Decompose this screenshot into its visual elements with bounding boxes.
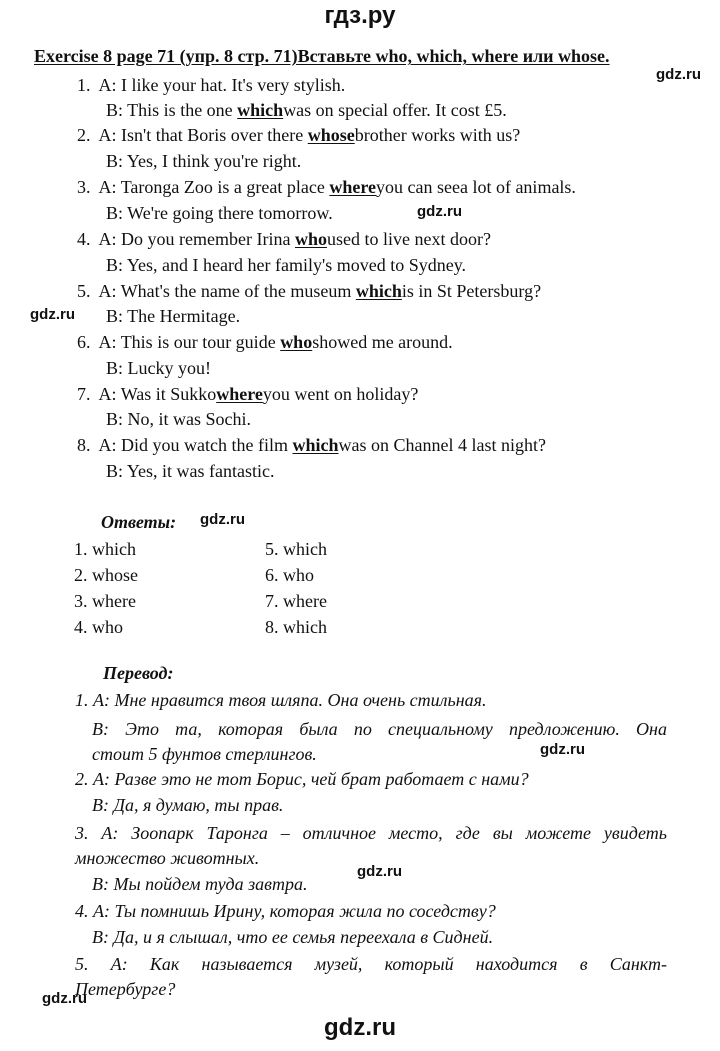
answers-title: Ответы:: [101, 512, 177, 532]
watermark: gdz.ru: [540, 741, 585, 758]
watermark: gdz.ru: [417, 203, 462, 220]
answer-word: where: [329, 177, 376, 197]
dialogue-line-a: [77, 332, 453, 353]
answer-item: 5. which: [265, 539, 327, 559]
dialogue-line-b: [106, 358, 211, 379]
line-text: A: I like your hat. It's very stylish.: [98, 75, 346, 95]
item-number: 2.: [77, 125, 91, 145]
answer-word: where: [216, 384, 263, 404]
line-text: you can seea lot of animals.: [376, 177, 576, 197]
answer-item: 1. which: [74, 539, 136, 559]
exercise-instruction: Вставьте who, which, where или whose.: [297, 46, 610, 66]
translation-line: множество животных.: [75, 848, 260, 868]
answer-item: 6. who: [265, 565, 314, 585]
dialogue-line-b: [106, 203, 333, 224]
translation-line: В: Да, и я слышал, что ее семья переехала в Сидней.: [92, 927, 494, 947]
answer-item: 8. which: [265, 617, 327, 637]
translation-line: Петербурге?: [75, 979, 176, 999]
dialogue-line-b: [106, 255, 466, 276]
dialogue-line-b: [106, 151, 301, 172]
item-number: 1.: [77, 75, 91, 95]
translation-line: В: Мы пойдем туда завтра.: [92, 874, 308, 894]
dialogue-line-b: [106, 409, 251, 430]
answer-item: 2. whose: [74, 565, 138, 585]
dialogue-line-a: [77, 229, 491, 250]
dialogue-line-a: [77, 125, 520, 146]
answer-word: who: [280, 332, 313, 352]
item-number: 8.: [77, 435, 91, 455]
watermark: gdz.ru: [357, 863, 402, 880]
dialogue-line-a: [77, 177, 576, 198]
item-number: 6.: [77, 332, 91, 352]
dialogue-line-b: [106, 306, 240, 327]
translation-line: 4. А: Ты помнишь Ирину, которая жила по соседству?: [75, 901, 496, 921]
dialogue-line-a: [77, 281, 541, 302]
translation-line: 5. А: Как называется музей, который находится в Санкт-: [75, 954, 667, 974]
dialogue-line-a: [77, 435, 546, 456]
watermark: gdz.ru: [42, 990, 87, 1007]
line-text: B: Yes, it was fantastic.: [106, 461, 275, 481]
line-text: was on Channel 4 last night?: [338, 435, 546, 455]
translation-line: 1. А: Мне нравится твоя шляпа. Она очень стильная.: [75, 690, 487, 710]
line-text: B: This is the one: [106, 100, 238, 120]
line-text: is in St Petersburg?: [401, 281, 542, 301]
answer-item: 3. where: [74, 591, 136, 611]
line-text: you went on holiday?: [262, 384, 419, 404]
answer-word: whose: [307, 125, 355, 145]
line-text: was on special offer. It cost £5.: [283, 100, 507, 120]
item-number: 3.: [77, 177, 91, 197]
translation-line: В: Это та, которая была по специальному предложению. Она: [92, 719, 667, 739]
dialogue-line-a: [77, 75, 345, 96]
watermark: gdz.ru: [656, 66, 701, 83]
answer-word: who: [294, 229, 327, 249]
line-text: B: Lucky you!: [106, 358, 211, 378]
line-text: A: Taronga Zoo is a great place: [98, 177, 330, 197]
line-text: brother works with us?: [354, 125, 521, 145]
translation-line: 3. А: Зоопарк Таронга – отличное место, где вы можете увидеть: [75, 823, 667, 843]
line-text: B: We're going there tomorrow.: [106, 203, 333, 223]
dialogue-line-b: [106, 100, 507, 121]
watermark: gdz.ru: [30, 306, 75, 323]
line-text: A: Do you remember Irina: [98, 229, 295, 249]
line-text: B: Yes, I think you're right.: [106, 151, 302, 171]
answer-word: which: [355, 281, 402, 301]
line-text: A: Isn't that Boris over there: [98, 125, 308, 145]
line-text: A: What's the name of the museum: [98, 281, 356, 301]
answer-item: 4. who: [74, 617, 123, 637]
line-text: A: This is our tour guide: [98, 332, 281, 352]
item-number: 5.: [77, 281, 91, 301]
exercise-heading: [34, 46, 610, 67]
answer-item: 7. where: [265, 591, 327, 611]
line-text: showed me around.: [312, 332, 453, 352]
line-text: A: Was it Sukko: [98, 384, 217, 404]
item-number: 7.: [77, 384, 91, 404]
line-text: used to live next door?: [326, 229, 491, 249]
translation-line: В: Да, я думаю, ты прав.: [92, 795, 284, 815]
translation-line: 2. А: Разве это не тот Борис, чей брат работает с нами?: [75, 769, 529, 789]
item-number: 4.: [77, 229, 91, 249]
site-title: гдз.ру: [324, 2, 396, 29]
watermark: gdz.ru: [200, 511, 245, 528]
line-text: B: Yes, and I heard her family's moved to Sydney.: [106, 255, 467, 275]
translation-title: Перевод:: [103, 663, 174, 683]
footer-site: gdz.ru: [324, 1014, 396, 1041]
line-text: B: No, it was Sochi.: [106, 409, 252, 429]
dialogue-line-a: [77, 384, 418, 405]
exercise-heading-text: Exercise 8 page 71 (упр. 8 стр. 71): [34, 46, 298, 66]
dialogue-line-b: [106, 461, 275, 482]
line-text: A: Did you watch the film: [98, 435, 293, 455]
answer-word: which: [292, 435, 339, 455]
line-text: B: The Hermitage.: [106, 306, 241, 326]
translation-line: стоит 5 фунтов стерлингов.: [92, 744, 317, 764]
answer-word: which: [237, 100, 284, 120]
